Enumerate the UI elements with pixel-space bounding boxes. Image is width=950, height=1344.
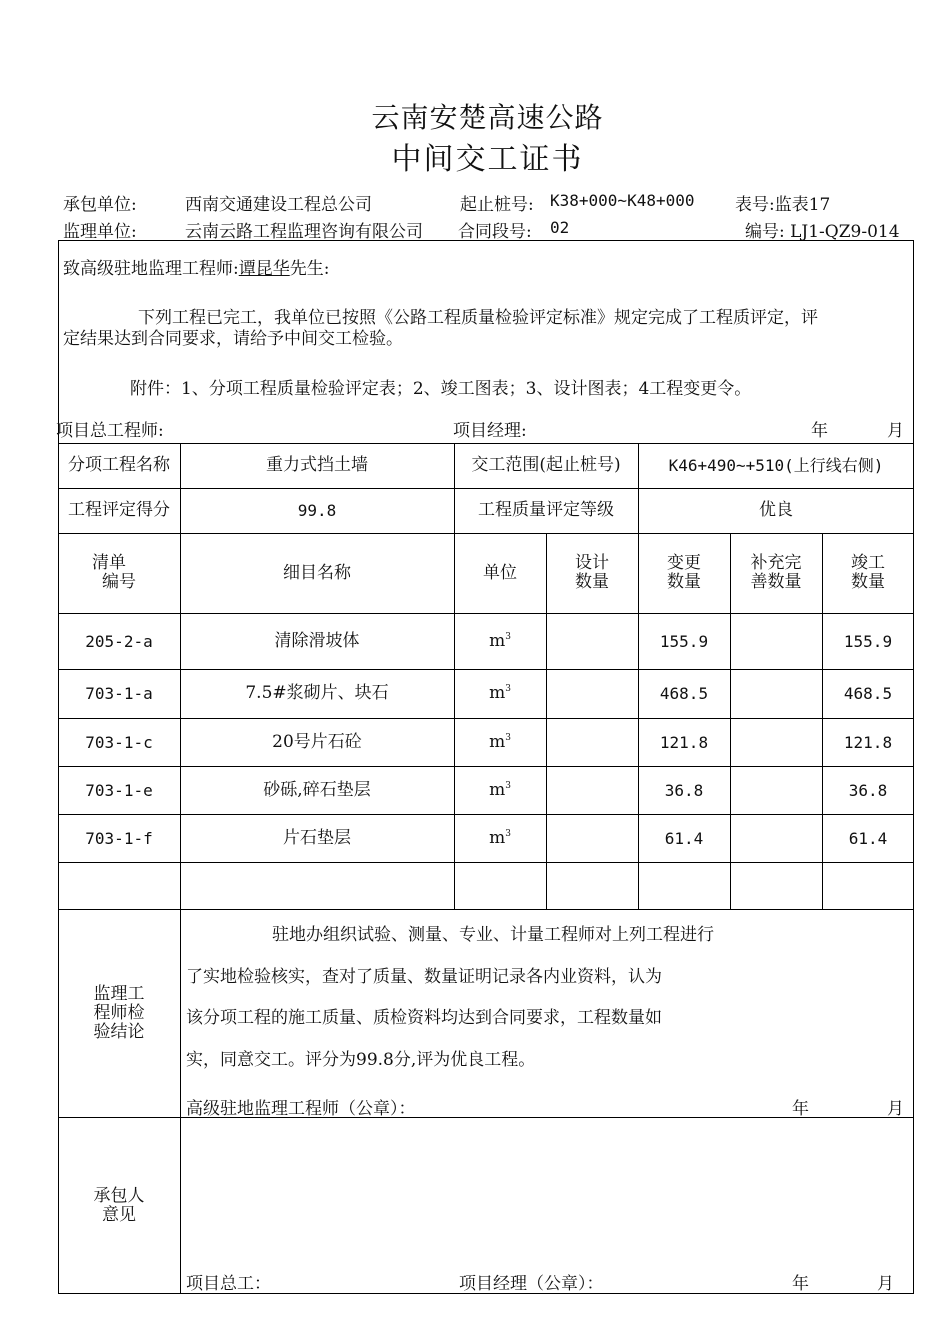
row-design [546, 613, 638, 669]
conclusion-line3: 该分项工程的施工质量、质检资料均达到合同要求，工程数量如 [186, 1008, 662, 1028]
contractor-opinion-label: 承包人 意见 [93, 1185, 145, 1225]
row-code: 703-1-f [85, 828, 153, 848]
contractor-manager-label: 项目经理（公章）： [459, 1274, 604, 1294]
supervisor-label: 监理单位: [63, 222, 137, 242]
row-name: 清除滑坡体 [274, 630, 360, 651]
row-name: 片石垫层 [283, 827, 351, 848]
row-design [546, 766, 638, 814]
document-title: 云南安楚高速公路 [371, 101, 604, 134]
row-code: 703-1-c [85, 732, 153, 752]
contractor-month: 月 [877, 1274, 894, 1294]
serial-number: 编号: LJ1-QZ9-014 [745, 222, 900, 242]
score-value: 99.8 [297, 501, 337, 520]
conclusion-label: 监理工 程师检 验结论 [93, 983, 145, 1042]
col-header-unit: 单位 [483, 562, 517, 583]
row-unit: m $^3$ [489, 683, 511, 703]
row-change: 468.5 [659, 684, 709, 703]
item-name-value: 重力式挡土墙 [266, 455, 368, 475]
contractor-year: 年 [792, 1274, 809, 1294]
range-label: 交工范围(起止桩号) [471, 455, 621, 475]
document-subtitle: 中间交工证书 [391, 142, 584, 177]
row-unit: m $^3$ [489, 630, 511, 651]
row-supplement [730, 814, 822, 862]
letter-body-line1: 下列工程已完工，我单位已按照《公路工程质量检验评定标准》规定完成了工程质评定，评 [138, 308, 818, 328]
row-change: 36.8 [664, 780, 704, 800]
row-code: 703-1-a [85, 684, 153, 703]
row-final: 121.8 [843, 732, 893, 752]
row-supplement [730, 669, 822, 718]
contract-value: 02 [550, 218, 570, 237]
row-design [546, 669, 638, 718]
supervisor-value: 云南云路工程监理咨询有限公司 [185, 222, 423, 242]
station-value: K38+000~K48+000 [550, 191, 695, 210]
chief-engineer-label: 项目总工程师: [56, 421, 164, 441]
row-unit: m $^3$ [489, 731, 511, 752]
col-header-supplement: 补充完 善数量 [750, 553, 802, 592]
conclusion-line2: 了实地检验核实，查对了质量、数量证明记录各内业资料，认为 [186, 967, 662, 987]
col-header-code: 清单 编号 [92, 553, 136, 592]
grade-value: 优良 [759, 500, 793, 520]
conclusion-year: 年 [792, 1099, 809, 1119]
row-name: 7.5#浆砌片、块石 [245, 683, 389, 703]
col-header-design: 设计 数量 [575, 553, 609, 592]
recipient-name: 谭昆华 [238, 259, 290, 279]
station-label: 起止桩号: [460, 195, 534, 215]
conclusion-month: 月 [887, 1099, 904, 1119]
letter-month: 月 [887, 421, 904, 441]
conclusion-signature-label: 高级驻地监理工程师（公章）： [186, 1099, 416, 1119]
row-name: 砂砾,碎石垫层 [263, 779, 371, 800]
project-manager-label: 项目经理: [453, 421, 527, 441]
row-supplement [730, 718, 822, 766]
conclusion-line1: 驻地办组织试验、测量、专业、计量工程师对上列工程进行 [272, 925, 714, 945]
letter-year: 年 [811, 421, 828, 441]
row-final: 61.4 [848, 828, 888, 848]
col-header-change: 变更 数量 [667, 553, 701, 592]
col-header-name: 细目名称 [283, 562, 351, 583]
letter-attachments: 附件：1、分项工程质量检验评定表；2、竣工图表；3、设计图表；4工程变更令。 [130, 379, 752, 399]
row-change: 61.4 [664, 828, 704, 848]
row-supplement [730, 613, 822, 669]
row-name: 20号片石砼 [272, 731, 362, 752]
item-name-label: 分项工程名称 [68, 455, 170, 475]
row-supplement [730, 766, 822, 814]
contract-label: 合同段号: [458, 222, 532, 242]
row-final: 468.5 [843, 684, 893, 703]
row-code: 703-1-e [85, 780, 153, 800]
row-final: 155.9 [843, 631, 893, 651]
range-value: K46+490~+510(上行线右侧) [668, 456, 884, 475]
contractor-chief-label: 项目总工： [186, 1274, 271, 1294]
score-label: 工程评定得分 [68, 500, 170, 520]
form-number: 表号:监表17 [735, 195, 831, 215]
col-header-final: 竣工 数量 [851, 553, 885, 592]
row-unit: m $^3$ [489, 827, 511, 848]
row-code: 205-2-a [85, 631, 153, 651]
row-design [546, 718, 638, 766]
contractor-label: 承包单位: [63, 195, 137, 215]
row-unit: m $^3$ [489, 779, 511, 800]
row-change: 155.9 [659, 631, 709, 651]
letter-recipient: 致高级驻地监理工程师:谭昆华先生: [63, 259, 330, 279]
conclusion-line4: 实，同意交工。评分为99.8分,评为优良工程。 [186, 1050, 536, 1070]
row-change: 121.8 [659, 732, 709, 752]
letter-body-line2: 定结果达到合同要求，请给予中间交工检验。 [63, 329, 403, 349]
row-final: 36.8 [848, 780, 888, 800]
grade-label: 工程质量评定等级 [478, 500, 614, 520]
row-design [546, 814, 638, 862]
contractor-value: 西南交通建设工程总公司 [185, 195, 372, 215]
